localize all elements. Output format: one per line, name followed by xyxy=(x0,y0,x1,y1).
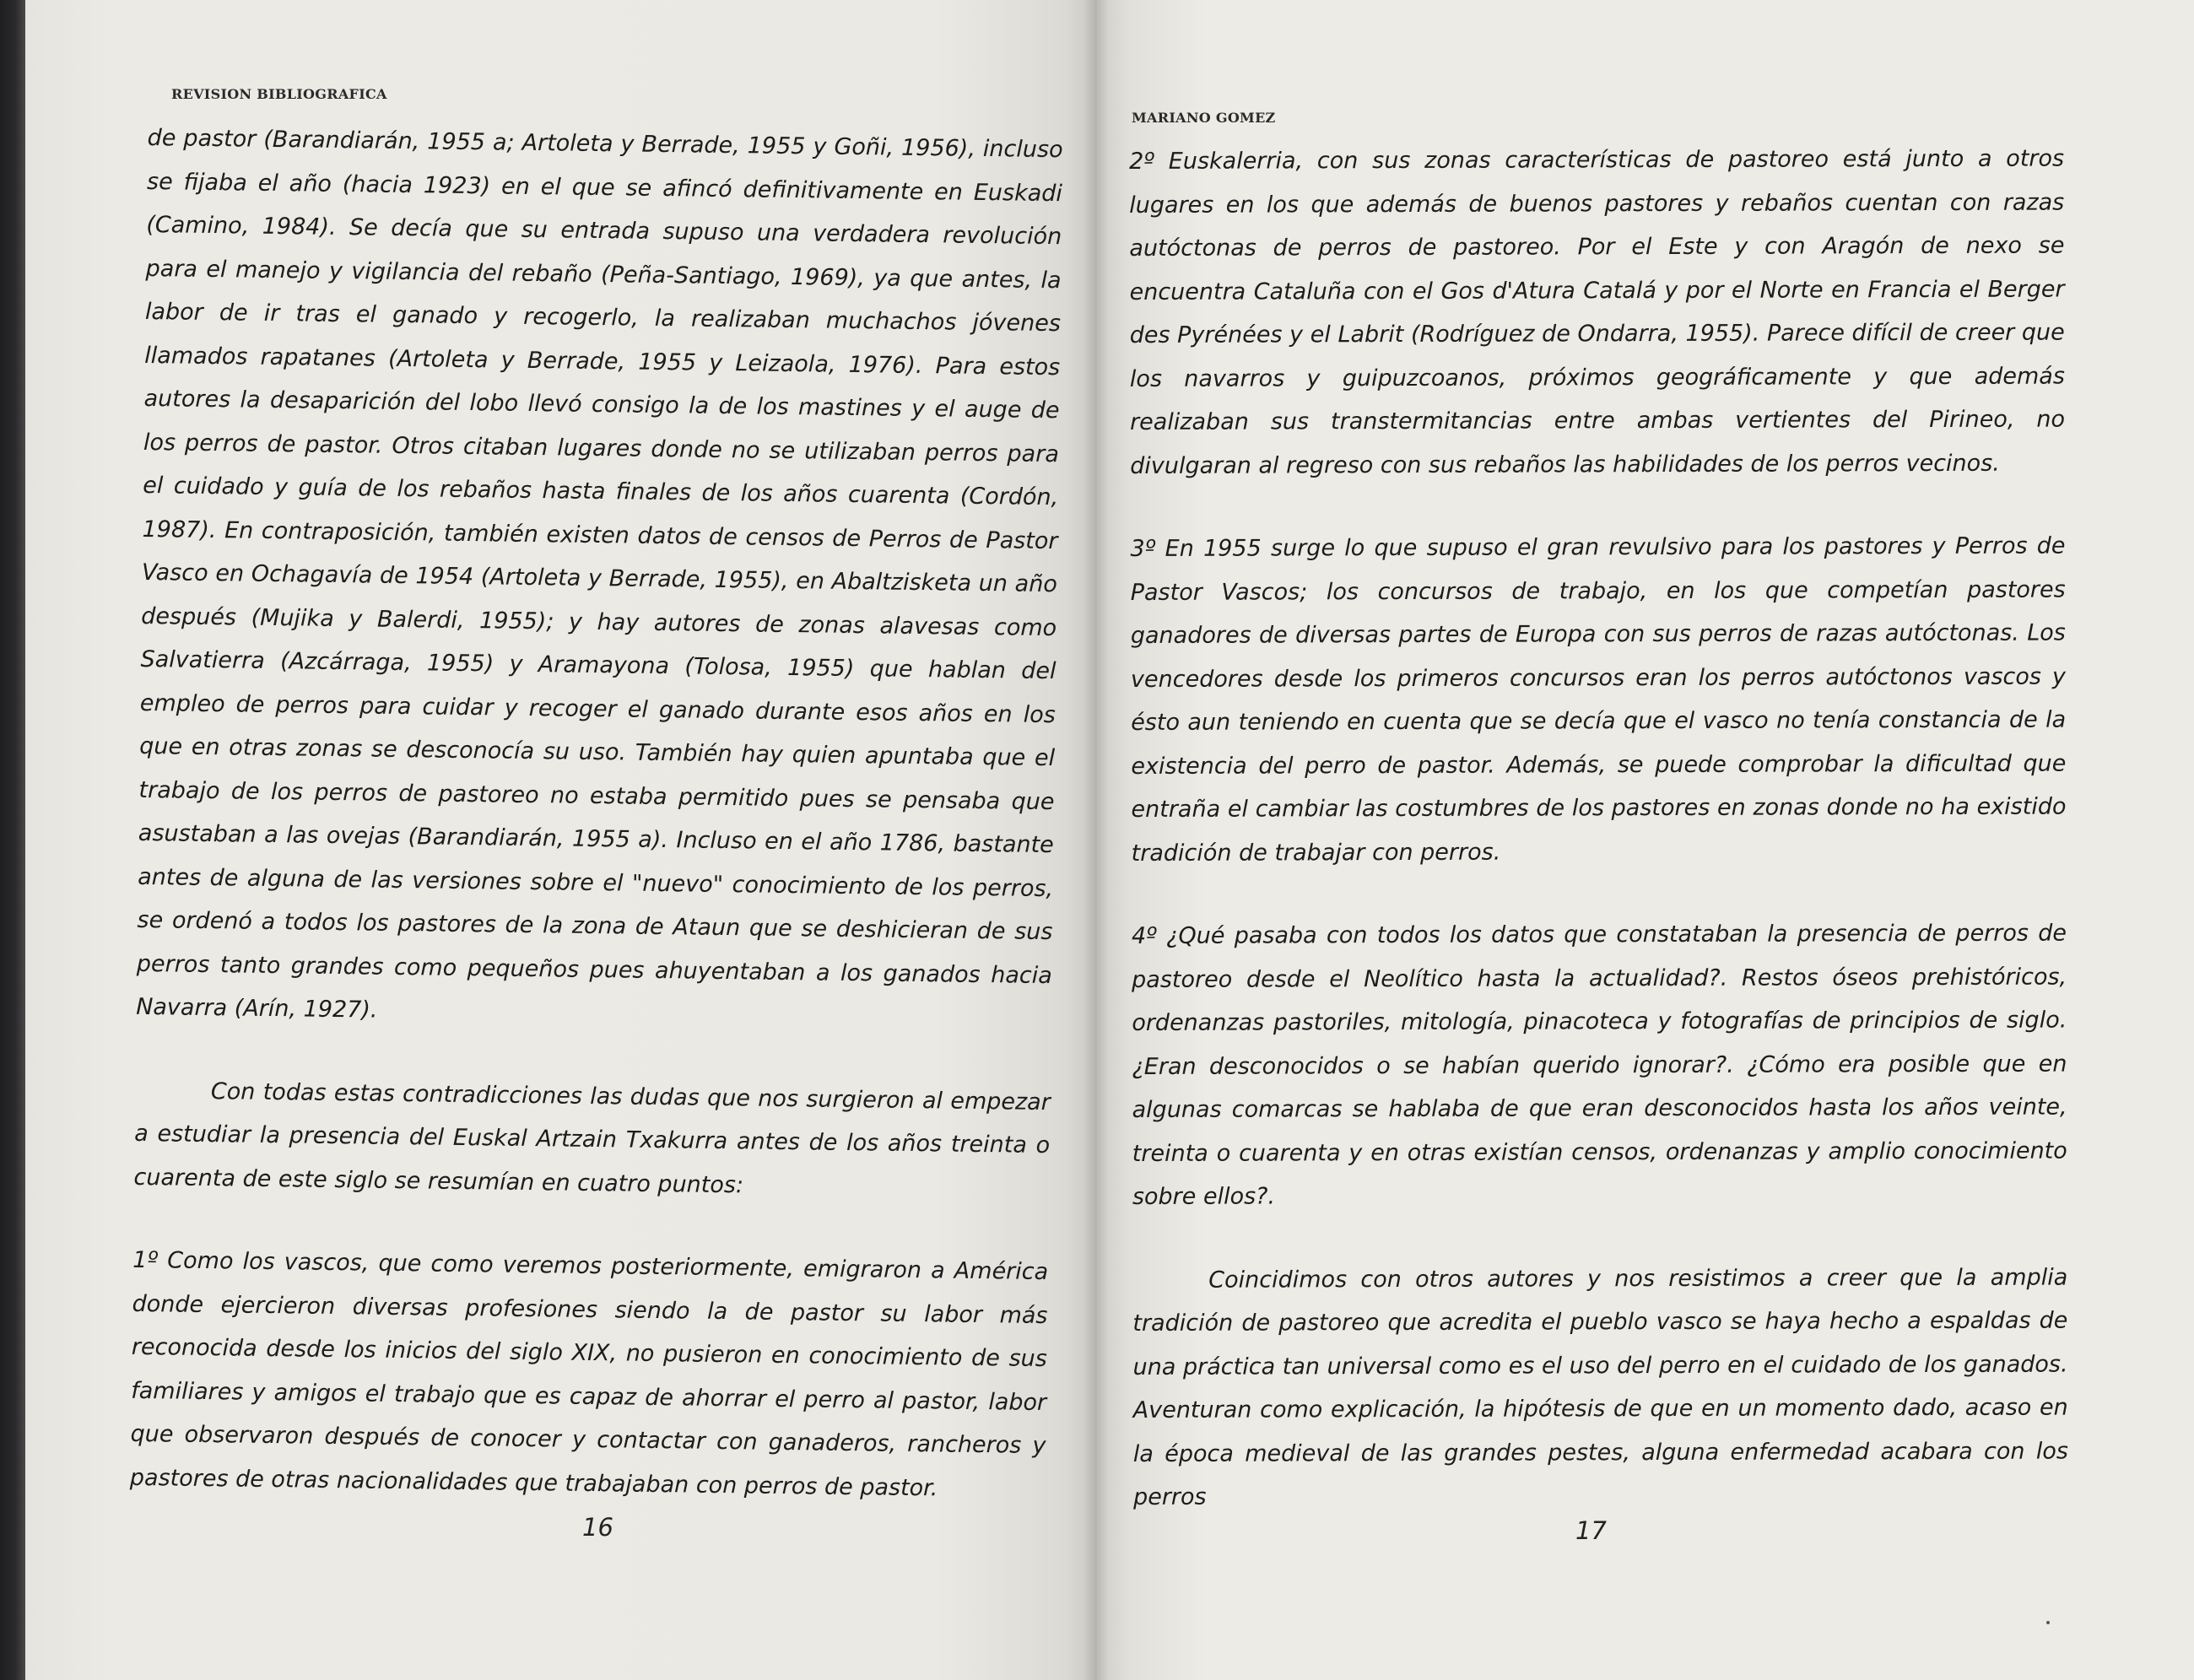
right-paragraph-1: 2º Euskalerria, con sus zonas características de pastoreo está junto a otros lugares en los que además de buenos pastores y rebaños cuentan con razas autóctonas de perros de pastoreo. Por el Este y con Aragón de nexo se encuentra Cataluña con el Gos d'Atura Catalá y por el Norte en Francia el Berger des Pyrénées y el Labrit (Rodríguez de Ondarra, 1955). Parece difícil de creer que los navarros y guipuzcoanos, próximos geográficamente y que además realizaban sus transtermitancias entre ambas vertientes del Pirineo, no divulgaran al regreso con sus rebaños las habilidades de los perros vecinos. xyxy=(1129,145,2066,479)
right-paragraph-3: 4º ¿Qué pasaba con todos los datos que constataban la presencia de perros de pastoreo desde el Neolítico hasta la actualidad?. Restos óseos prehistóricos, ordenanzas pastoriles, mitología, pinacoteca y fotografías de principios de siglo. ¿Eran desconocidos o se habían querido ignorar?. ¿Cómo era posible que en algunas comarcas se hablaba de que eran desconocidos hasta los años veinte, treinta o cuarenta y en otras existían censos, ordenanzas y amplio conocimiento sobre ellos?. xyxy=(1131,920,2067,1210)
left-paragraph-2: Con todas estas contradicciones las dudas que nos surgieron al empezar a estudiar la presencia del Euskal Artzain Txakurra antes de los años treinta o cuarenta de este siglo se resumían en cuatro puntos: xyxy=(133,1078,1051,1198)
book-gutter xyxy=(1083,0,1109,1680)
book-spine-edge xyxy=(0,0,25,1680)
left-page-text xyxy=(130,116,1063,1511)
right-page-number: 17 xyxy=(1575,1516,1607,1545)
left-paragraph-3: 1º Como los vascos, que como veremos posteriormente, emigraron a América donde ejercieron diversas profesiones siendo la de pastor su labor más reconocida desde los inicios del siglo XIX, no pusieron en conocimiento de sus familiares y amigos el trabajo que es capaz de ahorrar el perro al pastor, labor que observaron después de conocer y contactar con ganaderos, rancheros y pastores de otras nacionalidades que trabajaban con perros de pastor. xyxy=(129,1246,1049,1501)
left-running-head: REVISION BIBLIOGRAFICA xyxy=(171,86,387,102)
right-paragraph-4: Coincidimos con otros autores y nos resistimos a creer que la amplia tradición de pastoreo que acredita el pueblo vasco se haya hecho a espaldas de una práctica tan universal como es el uso del perro en el cuidado de los ganados. Aventuran como explicación, la hipótesis de que en un momento dado, acaso en la época medieval de las grandes pestes, alguna enfermedad acabara con los perros xyxy=(1132,1264,2068,1510)
left-paragraph-1: de pastor (Barandiarán, 1955 a; Artoleta y Berrade, 1955 y Goñi, 1956), incluso se fijaba el año (hacia 1923) en el que se afincó definitivamente en Euskadi (Camino, 1984). Se decía que su entrada supuso una verdadera revolución para el manejo y vigilancia del rebaño (Peña-Santiago, 1969), ya que antes, la labor de ir tras el ganado y recogerlo, la realizaban muchachos jóvenes llamados rapatanes (Artoleta y Berrade, 1955 y Leizaola, 1976). Para estos autores la desaparición del lobo llevó consigo la de los mastines y el auge de los perros de pastor. Otros citaban lugares donde no se utilizaban perros para el cuidado y guía de los rebaños hasta finales de los años cuarenta (Cordón, 1987). En contraposición, también existen datos de censos de Perros de Pastor Vasco en Ochagavía de 1954 (Artoleta y Berrade, 1955), en Abaltzisketa un año después (Mujika y Balerdi, 1955); y hay autores de zonas alavesas como Salvatierra (Azcárraga, 1955) y Aramayona (Tolosa, 1955) que hablan del empleo de perros para cuidar y recoger el ganado durante esos años en los que en otras zonas se desconocía su uso. También hay quien apuntaba que el trabajo de los perros de pastoreo no estaba permitido pues se pensaba que asustaban a las ovejas (Barandiarán, 1955 a). Incluso en el año 1786, bastante antes de alguna de las versiones sobre el "nuevo" conocimiento de los perros, se ordenó a todos los pastores de la zona de Ataun que se deshicieran de sus perros tanto grandes como pequeños pues ahuyentaban a los ganados hacia Navarra (Arín, 1927). xyxy=(135,124,1063,1024)
left-page-number: 16 xyxy=(582,1513,613,1542)
paper-speck xyxy=(2046,1621,2050,1624)
right-paragraph-2: 3º En 1955 surge lo que supuso el gran revulsivo para los pastores y Perros de Pastor Vascos; los concursos de trabajo, en los que competían pastores ganadores de diversas partes de Europa con sus perros de razas autóctonas. Los vencedores desde los primeros concursos eran los perros autóctonos vascos y ésto aun teniendo en cuenta que se decía que el vasco no tenía constancia de la existencia del perro de pastor. Además, se puede comprobar la dificultad que entraña el cambiar las costumbres de los pastores en zonas donde no ha existido tradición de trabajar con perros. xyxy=(1130,532,2067,867)
right-page-text xyxy=(1129,138,2068,1520)
right-running-head: MARIANO GOMEZ xyxy=(1132,110,1276,126)
